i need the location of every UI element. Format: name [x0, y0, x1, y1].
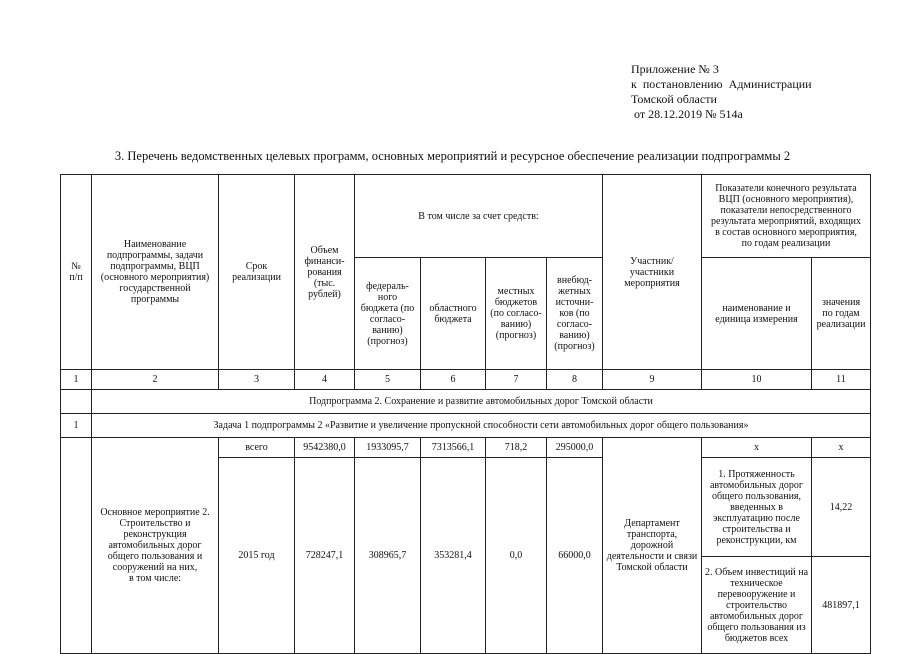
extra-2015: 66000,0	[547, 458, 603, 654]
column-number: 6	[421, 370, 486, 390]
header-indicators: Показатели конечного результата ВЦП (основного мероприятия), показатели непосредственного результата мероприятий, входящих в состав основного мероприятия, по годам реализации	[702, 175, 871, 258]
local-total: 718,2	[486, 438, 547, 458]
regional-2015: 353281,4	[421, 458, 486, 654]
header-term: Срок реализации	[219, 175, 295, 370]
federal-total: 1933095,7	[355, 438, 421, 458]
column-number: 2	[92, 370, 219, 390]
indicator-name-total: х	[702, 438, 812, 458]
header-indicator-values: значения по годам реализации	[812, 258, 871, 370]
indicator-2-value: 481897,1	[812, 557, 871, 654]
term-2015: 2015 год	[219, 458, 295, 654]
volume-total: 9542380,0	[295, 438, 355, 458]
extra-total: 295000,0	[547, 438, 603, 458]
header-indicator-name: наименование и единица измерения	[702, 258, 812, 370]
header-including: В том числе за счет средств:	[355, 175, 603, 258]
participant: Департамент транспорта, дорожной деятельности и связи Томской области	[603, 438, 702, 654]
header-extra: внебюд- жетных источни- ков (по согласо- ванию) (прогноз)	[547, 258, 603, 370]
appendix-line: Приложение № 3	[631, 62, 719, 76]
column-number: 7	[486, 370, 547, 390]
local-2015: 0,0	[486, 458, 547, 654]
appendix-block	[631, 62, 812, 122]
appendix-line: к постановлению Администрации	[631, 77, 812, 91]
column-number: 3	[219, 370, 295, 390]
appendix-line: Томской области	[631, 92, 717, 106]
header-name: Наименование подпрограммы, задачи подпрограммы, ВЦП (основного мероприятия) государственной программы	[92, 175, 219, 370]
header-volume: Объем финанси- рования (тыс. рублей)	[295, 175, 355, 370]
document-title: 3. Перечень ведомственных целевых программ, основных мероприятий и ресурсное обеспечение реализации подпрограммы 2	[114, 149, 791, 163]
program-table	[60, 174, 871, 654]
column-number: 1	[61, 370, 92, 390]
task-row: Задача 1 подпрограммы 2 «Развитие и увеличение пропускной способности сети автомобильных дорог общего пользования»	[92, 414, 871, 438]
column-number: 9	[603, 370, 702, 390]
measure-name: Основное мероприятие 2. Строительство и реконструкция автомобильных дорог общего пользования и сооружений на них, в том числе:	[92, 438, 219, 654]
header-regional: областного бюджета	[421, 258, 486, 370]
column-number: 5	[355, 370, 421, 390]
indicator-1-value: 14,22	[812, 458, 871, 557]
volume-2015: 728247,1	[295, 458, 355, 654]
column-number: 11	[812, 370, 871, 390]
subprogram-row: Подпрограмма 2. Сохранение и развитие автомобильных дорог Томской области	[92, 390, 871, 414]
regional-total: 7313566,1	[421, 438, 486, 458]
header-local: местных бюджетов (по согласо- ванию) (прогноз)	[486, 258, 547, 370]
indicator-value-total: х	[812, 438, 871, 458]
task-number: 1	[61, 414, 92, 438]
federal-2015: 308965,7	[355, 458, 421, 654]
indicator-2-name: 2. Объем инвестиций на техническое перевооружение и строительство автомобильных дорог общего пользования из бюджетов всех	[702, 557, 812, 654]
column-number: 10	[702, 370, 812, 390]
header-federal: федераль- ного бюджета (по согласо- ванию) (прогноз)	[355, 258, 421, 370]
header-participant: Участник/ участники мероприятия	[603, 175, 702, 370]
indicator-1-name: 1. Протяженность автомобильных дорог общего пользования, введенных в эксплуатацию после строительства и реконструкции, км	[702, 458, 812, 557]
header-num: № п/п	[61, 175, 92, 370]
column-number: 8	[547, 370, 603, 390]
empty-cell	[61, 390, 92, 414]
column-number: 4	[295, 370, 355, 390]
empty-cell	[61, 438, 92, 654]
appendix-line: от 28.12.2019 № 514а	[631, 107, 743, 121]
column-numbers-row	[61, 370, 871, 390]
term-total: всего	[219, 438, 295, 458]
